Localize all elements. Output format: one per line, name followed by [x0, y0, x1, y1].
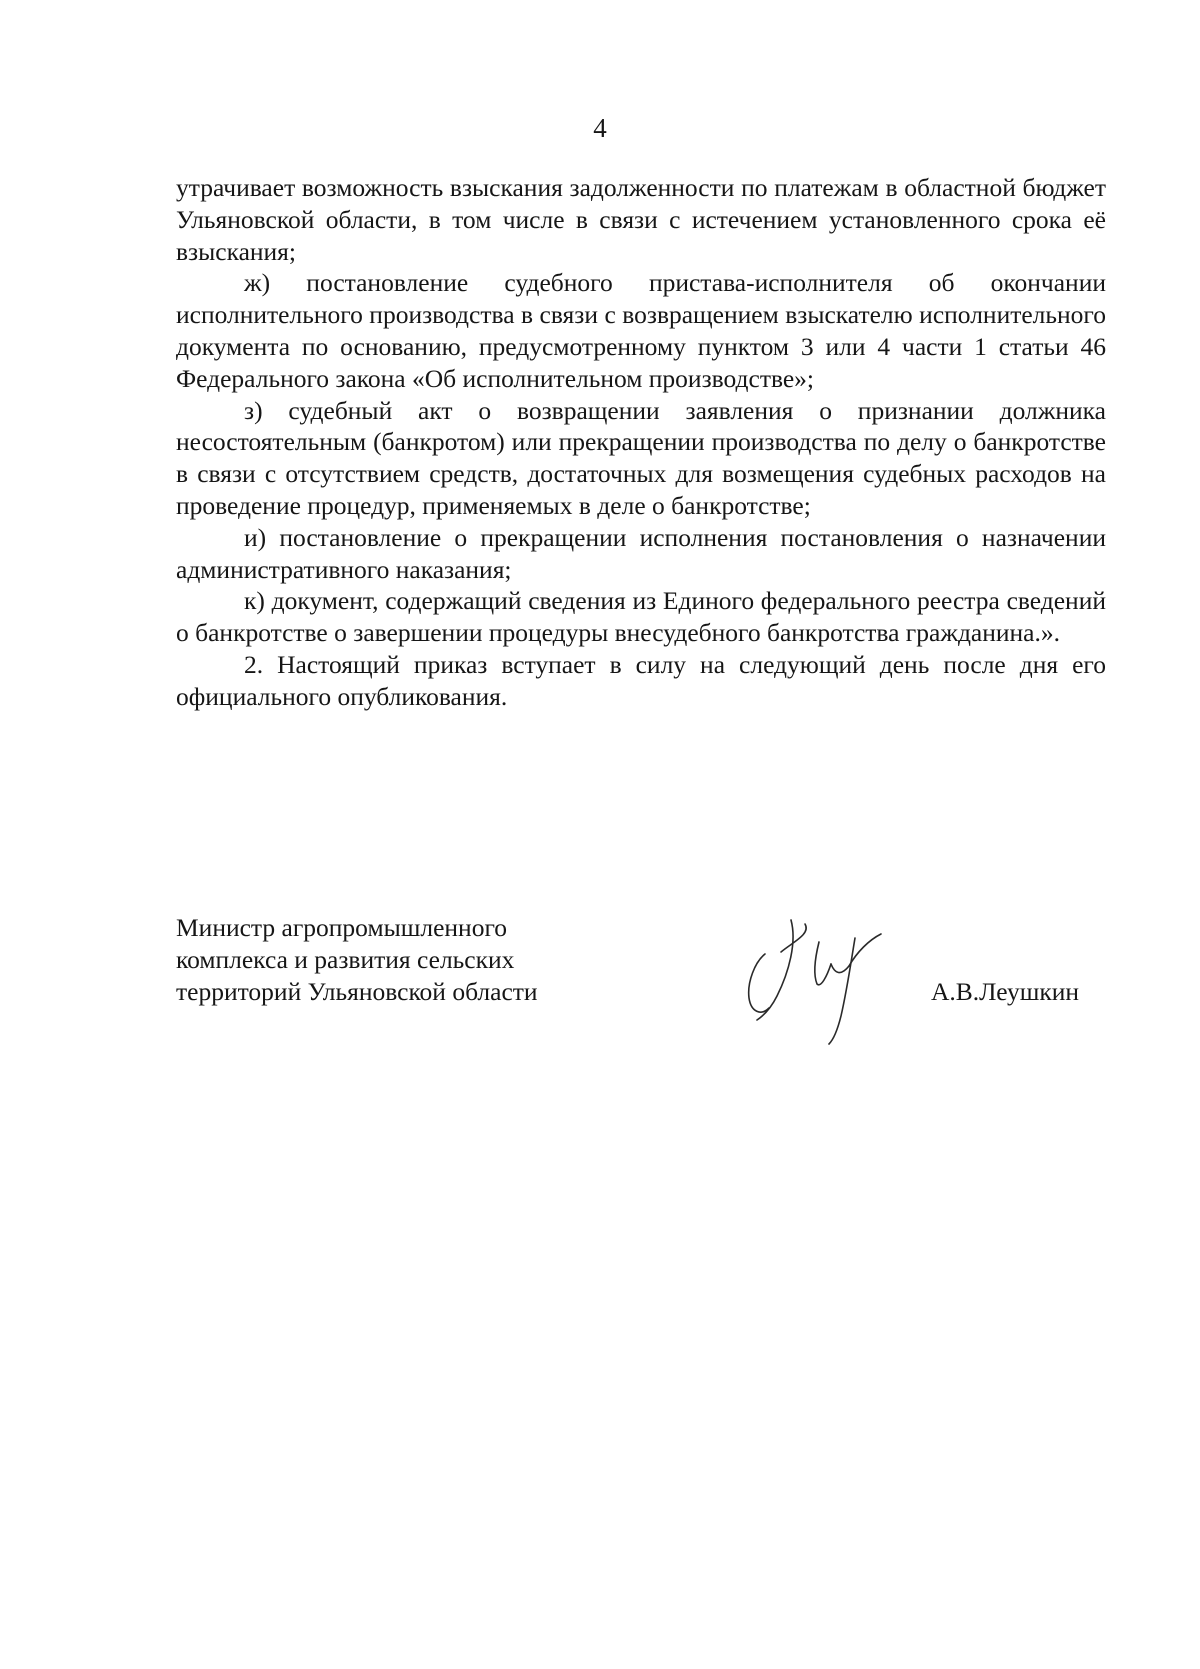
page-number: 4 [593, 113, 607, 143]
signature-block [176, 912, 1106, 1052]
paragraph-effective-date: 2. Настоящий приказ вступает в силу на следующий день после дня его официального опубликования. [176, 649, 1106, 711]
signature-stroke [829, 938, 855, 1044]
signer-title-line: Министр агропромышленного [176, 913, 508, 942]
handwritten-signature [731, 912, 901, 1052]
signer-title-line: территорий Ульяновской области [176, 977, 538, 1006]
paragraph-item-zh: ж) постановление судебного пристава-исполнителя об окончании исполнительного производства в связи с возвращением взыскателю исполнительного документа по основанию, предусмотренному пунктом 3 или 4 части 1 статьи 46 Федерального закона «Об исполнительном производстве»; [176, 268, 1106, 393]
paragraph-item-z: з) судебный акт о возвращении заявления о признании должника несостоятельным (банкротом) или прекращении производства по делу о банкротстве в связи с отсутствием средств, достаточных для возмещения судебных расходов на проведение процедур, применяемых в деле о банкротстве; [176, 395, 1106, 520]
signer-title-line: комплекса и развития сельских [176, 945, 515, 974]
signer-title [176, 912, 616, 1008]
signature-stroke [757, 920, 793, 1020]
paragraph-continuation: утрачивает возможность взыскания задолженности по платежам в областной бюджет Ульяновской области, в том числе в связи с истечением установленного срока её взыскания; [176, 173, 1106, 266]
document-body [176, 172, 1106, 713]
signer-name: А.В.Леушкин [931, 977, 1080, 1006]
paragraph-item-i: и) постановление о прекращении исполнения постановления о назначении административного наказания; [176, 522, 1106, 584]
signature-stroke [831, 964, 849, 973]
signature-stroke [749, 954, 769, 1012]
signature-stroke [815, 942, 831, 985]
paragraph-item-k: к) документ, содержащий сведения из Единого федерального реестра сведений о банкротстве о завершении процедуры внесудебного банкротства гражданина.». [176, 586, 1106, 648]
